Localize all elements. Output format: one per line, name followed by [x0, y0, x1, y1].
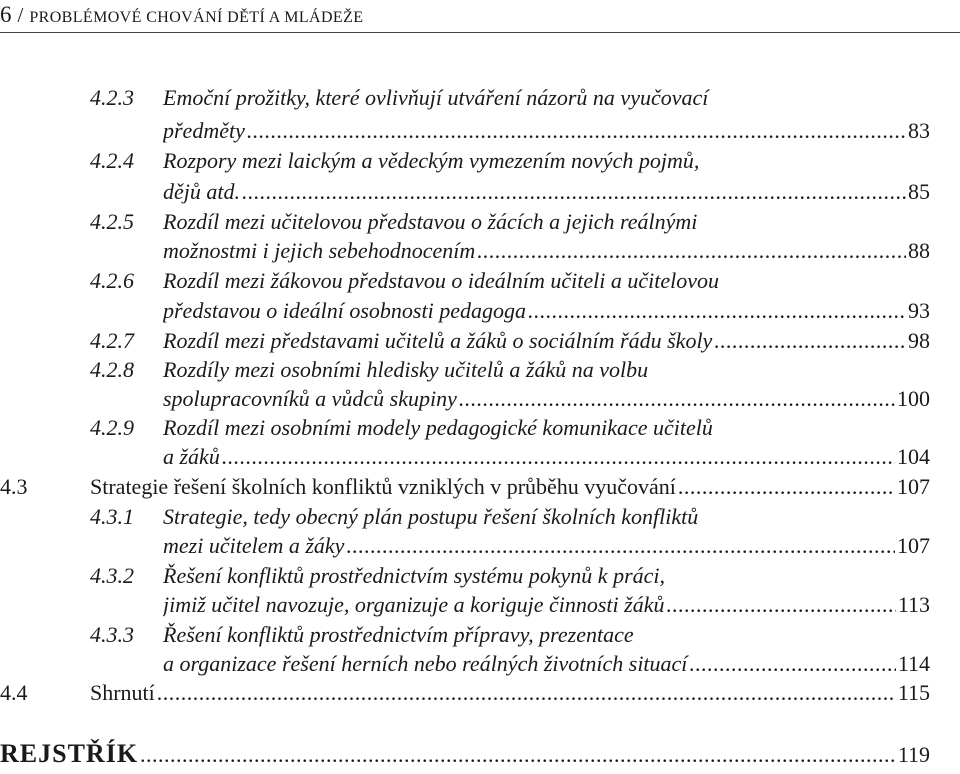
toc-entry-title: Řešení konfliktů prostřednictvím systému pokynů k práci,	[163, 563, 666, 588]
toc-entry-number: 4.2.6	[90, 268, 134, 293]
toc-entry-4-3-2-cont	[163, 589, 930, 620]
toc-entry-number: 4.3.1	[90, 504, 134, 529]
leader-dots	[242, 176, 906, 207]
toc-page-number: 113	[897, 592, 930, 617]
toc-page-number: 88	[908, 238, 930, 263]
toc-entry-4-2-3	[90, 82, 930, 113]
toc-entry-4-2-9-cont	[163, 441, 930, 472]
toc-entry-number: 4.3	[0, 474, 28, 499]
toc-entry-4-3-3	[90, 619, 930, 650]
leader-dots	[140, 738, 896, 771]
toc-entry-number: 4.4	[0, 680, 28, 705]
toc-entry-4-2-6-cont	[163, 295, 930, 326]
page-number: 6	[0, 2, 12, 27]
toc-entry-4-4	[0, 677, 930, 708]
toc-entry-4-2-8-cont	[163, 383, 930, 414]
running-header	[0, 2, 363, 28]
toc-entry-4-3	[0, 471, 930, 502]
toc-page-number: 104	[897, 444, 930, 469]
toc-page-number: 119	[897, 742, 930, 767]
toc-entry-title-cont: představou o ideální osobnosti pedagoga	[163, 298, 526, 323]
toc-entry-title: Rozdíl mezi žákovou představou o ideálním učiteli a učitelovou	[163, 268, 720, 293]
toc-page-number: 107	[897, 533, 930, 558]
toc-index-heading: REJSTŘÍK	[0, 739, 139, 768]
header-rule	[0, 32, 960, 33]
toc-page-number: 85	[908, 179, 930, 204]
toc-entry-4-3-2	[90, 560, 930, 591]
header-separator: /	[17, 3, 24, 27]
toc-entry-4-2-8	[90, 354, 930, 385]
toc-entry-4-2-4-cont	[163, 176, 930, 207]
toc-entry-number: 4.2.8	[90, 357, 134, 382]
leader-dots	[459, 383, 895, 414]
toc-entry-4-2-6	[90, 265, 930, 296]
toc-entry-title: Rozdíly mezi osobními hledisky učitelů a žáků na volbu	[163, 357, 649, 382]
toc-entry-number: 4.2.5	[90, 209, 134, 234]
leader-dots	[222, 441, 895, 472]
toc-entry-number: 4.2.9	[90, 415, 134, 440]
leader-dots	[157, 677, 896, 708]
toc-entry-title: Rozpory mezi laickým a vědeckým vymezením nových pojmů,	[163, 148, 700, 173]
toc-entry-number: 4.2.3	[90, 85, 134, 110]
leader-dots	[666, 589, 895, 620]
leader-dots	[346, 530, 895, 561]
running-title: PROBLÉMOVÉ CHOVÁNÍ DĚTÍ A MLÁDEŽE	[29, 9, 364, 26]
toc-entry-4-2-7	[90, 325, 930, 356]
toc-entry-4-2-3-cont	[163, 115, 930, 146]
toc-page-number: 93	[908, 298, 930, 323]
toc-entry-number: 4.3.2	[90, 563, 134, 588]
toc-entry-title-cont: dějů atd.	[163, 179, 240, 204]
toc-entry-index	[0, 737, 930, 771]
leader-dots	[528, 295, 906, 326]
leader-dots	[477, 235, 906, 266]
toc-entry-title: Rozdíl mezi učitelovou představou o žácích a jejich reálnými	[163, 209, 698, 234]
toc-page-number: 98	[908, 328, 930, 353]
toc-entry-4-2-5-cont	[163, 235, 930, 266]
toc-entry-4-2-5	[90, 206, 930, 237]
leader-dots	[678, 471, 895, 502]
toc-entry-title: Emoční prožitky, které ovlivňují utváření názorů na vyučovací	[163, 85, 709, 110]
leader-dots	[689, 648, 895, 679]
toc-entry-4-2-9	[90, 412, 930, 443]
toc-entry-title-cont: spolupracovníků a vůdců skupiny	[163, 386, 457, 411]
toc-entry-title: Rozdíl mezi osobními modely pedagogické komunikace učitelů	[163, 415, 713, 440]
toc-entry-title: Rozdíl mezi představami učitelů a žáků o sociálním řádu školy	[163, 328, 713, 353]
toc-entry-title: Řešení konfliktů prostřednictvím přípravy, prezentace	[163, 622, 634, 647]
toc-entry-title: Shrnutí	[90, 680, 155, 705]
toc-entry-4-3-1	[90, 501, 930, 532]
toc-entry-number: 4.3.3	[90, 622, 134, 647]
toc-entry-title-cont: mezi učitelem a žáky	[163, 533, 345, 558]
toc-page-number: 115	[897, 680, 930, 705]
toc-entry-number: 4.2.7	[90, 328, 134, 353]
toc-page-number: 107	[897, 474, 930, 499]
toc-entry-4-3-3-cont	[163, 648, 930, 679]
toc-entry-title: Strategie, tedy obecný plán postupu řešení školních konfliktů	[163, 504, 699, 529]
toc-entry-4-3-1-cont	[163, 530, 930, 561]
toc-entry-title-cont: a žáků	[163, 444, 220, 469]
toc-entry-title: Strategie řešení školních konfliktů vzniklých v průběhu vyučování	[90, 474, 676, 499]
toc-page-number: 100	[897, 386, 930, 411]
toc-entry-title-cont: jimiž učitel navozuje, organizuje a koriguje činnosti žáků	[163, 592, 665, 617]
toc-entry-4-2-4	[90, 145, 930, 176]
toc-entry-title-cont: a organizace řešení herních nebo reálných životních situací	[163, 651, 688, 676]
toc-entry-title-cont: možnostmi i jejich sebehodnocením	[163, 238, 476, 263]
toc-page-number: 83	[908, 118, 930, 143]
toc-entry-number: 4.2.4	[90, 148, 134, 173]
leader-dots	[247, 115, 906, 146]
toc-page-number: 114	[897, 651, 930, 676]
toc-entry-title-cont: předměty	[163, 118, 245, 143]
leader-dots	[714, 325, 906, 356]
